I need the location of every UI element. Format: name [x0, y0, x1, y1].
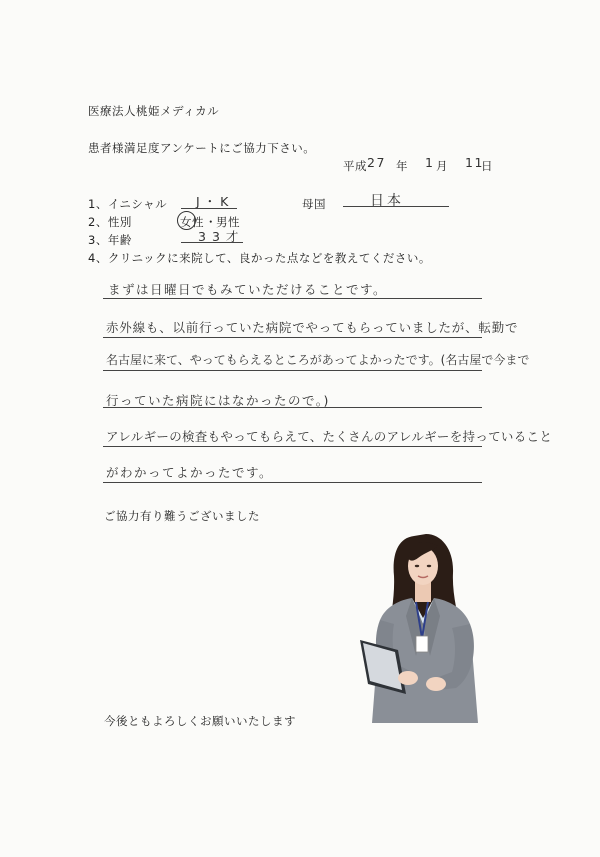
- date-day: 11: [465, 155, 484, 170]
- gender-female: 女性: [180, 215, 204, 229]
- answer-line-3: 名古屋に来て、やってもらえるところがあってよかったです。(名古屋で今まで: [106, 353, 530, 367]
- date-year: 27: [367, 155, 386, 170]
- answer-rule-1: [103, 298, 482, 299]
- date-month: 1: [425, 155, 435, 170]
- date-era: 平成: [343, 159, 367, 173]
- age-label: 3、年齢: [88, 233, 132, 247]
- question-label: 4、クリニックに来院して、良かった点などを教えてください。: [88, 251, 431, 265]
- gender-label: 2、性別: [88, 215, 132, 229]
- staff-photo: [352, 528, 492, 723]
- answer-rule-4: [103, 407, 482, 408]
- country-value: 日本: [370, 193, 404, 209]
- initials-label: 1、イニシャル: [88, 197, 168, 211]
- answer-line-4: 行っていた病院にはなかったので。): [106, 393, 330, 408]
- date-day-unit: 日: [481, 159, 493, 173]
- answer-line-6: がわかってよかったです。: [106, 465, 274, 480]
- date-month-unit: 月: [436, 159, 448, 173]
- initials-underline: [181, 208, 237, 209]
- answer-rule-6: [103, 482, 482, 483]
- country-underline: [343, 206, 449, 207]
- clinic-name: 医療法人桃姫メディカル: [88, 104, 220, 118]
- age-value: 33才: [198, 229, 245, 244]
- answer-rule-5: [103, 446, 482, 447]
- answer-line-1: まずは日曜日でもみていただけることです。: [108, 282, 388, 297]
- age-underline: [181, 242, 243, 243]
- gender-separator: ・: [205, 215, 217, 229]
- country-label: 母国: [302, 197, 326, 211]
- date-year-unit: 年: [396, 159, 408, 173]
- answer-line-5: アレルギーの検査もやってもらえて、たくさんのアレルギーを持っていること: [106, 429, 553, 444]
- survey-title: 患者様満足度アンケートにご協力下さい。: [88, 141, 316, 155]
- initials-value: J・K: [196, 194, 233, 209]
- answer-rule-2: [103, 337, 482, 338]
- thanks-text: ご協力有り難うございました: [104, 509, 260, 523]
- regards-text: 今後ともよろしくお願いいたします: [104, 714, 296, 728]
- staff-illustration: [352, 528, 492, 723]
- gender-male: 男性: [216, 215, 240, 229]
- answer-line-2: 赤外線も、以前行っていた病院でやってもらっていましたが、転勤で: [106, 320, 519, 335]
- female-selected-circle: [177, 211, 196, 230]
- answer-rule-3: [103, 370, 482, 371]
